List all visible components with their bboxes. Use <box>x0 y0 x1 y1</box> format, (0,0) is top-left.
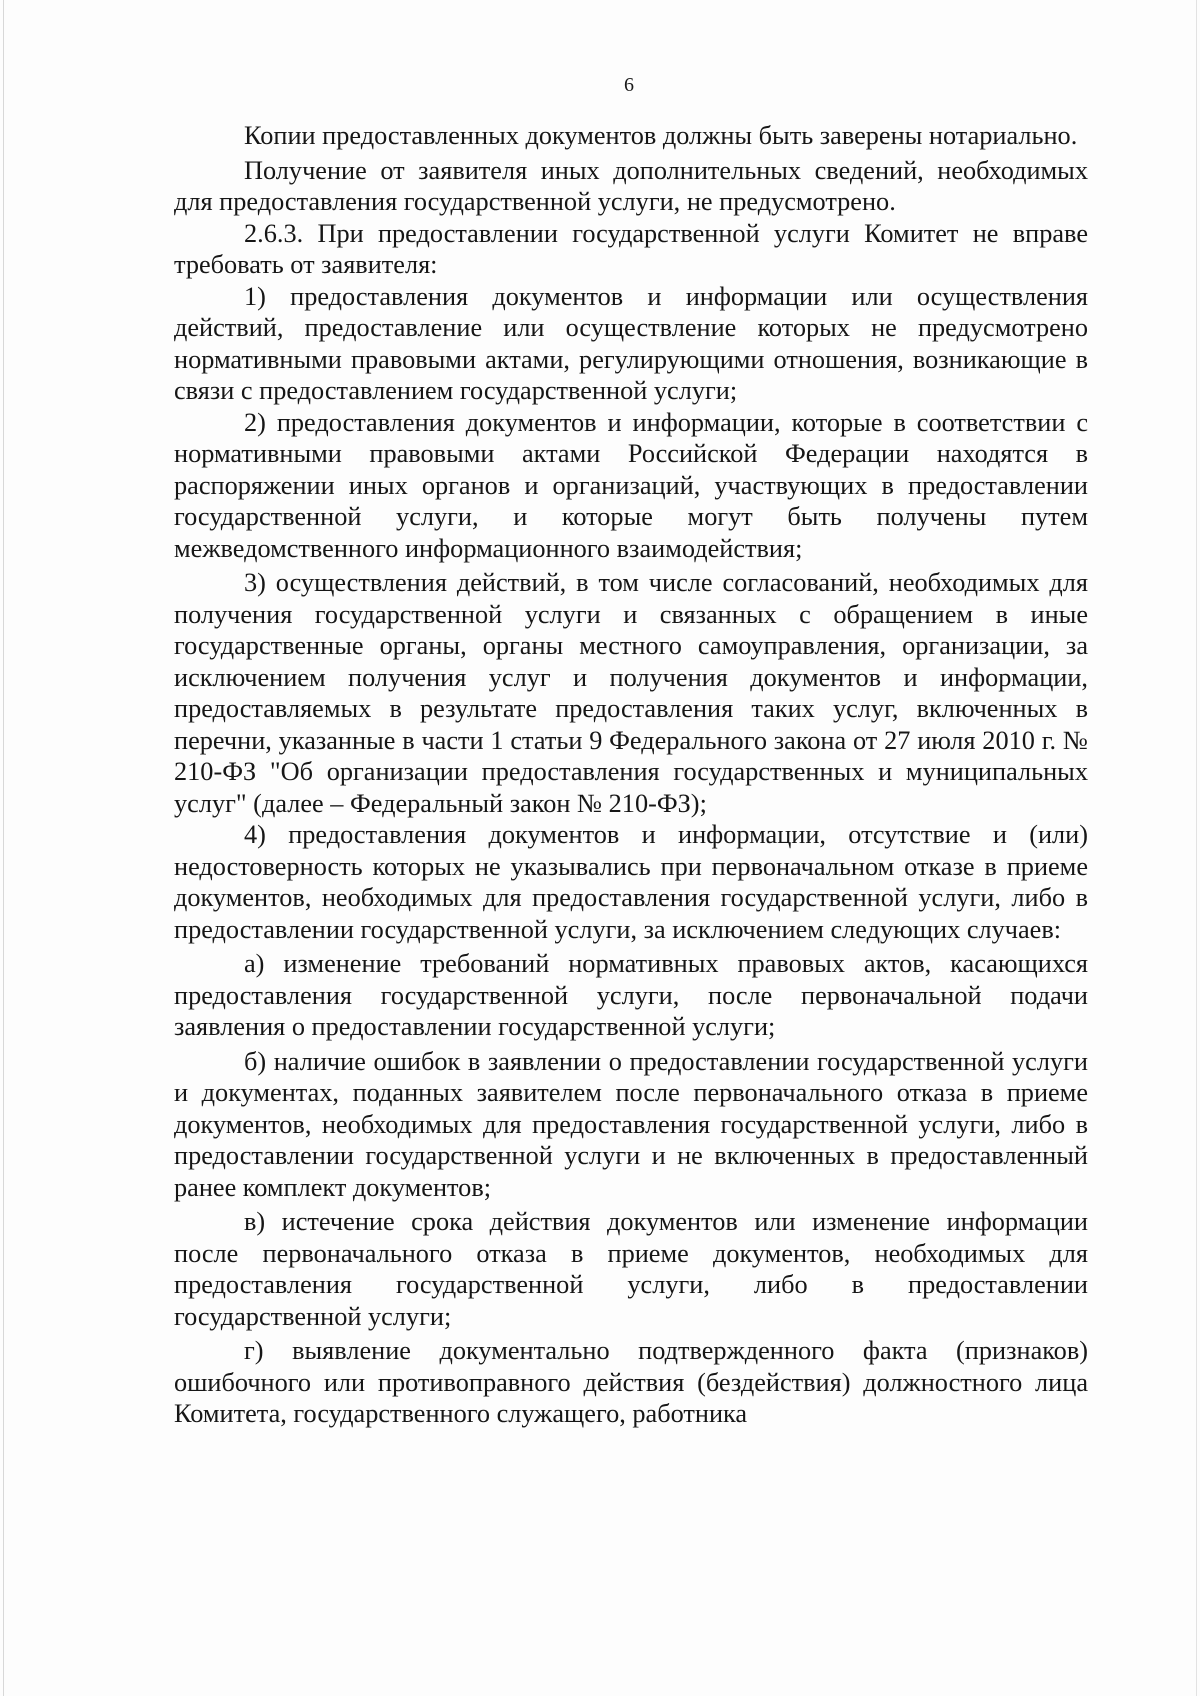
paragraph-item-2: 2) предоставления документов и информации, которые в соответствии с нормативными правовыми актами Российской Федерации находятся в распоряжении иных органов и организаций, участвующих в предоставлении государственной услуги, и которые могут быть получены путем межведомственного информационного взаимодействия; <box>174 407 1088 563</box>
paragraph-case-b: б) наличие ошибок в заявлении о предоставлении государственной услуги и документах, поданных заявителем после первоначального отказа в приеме документов, необходимых для предоставления государственной услуги, либо в предоставлении государственной услуги и не включенных в предоставленный ранее комплект документов; <box>174 1046 1088 1202</box>
scan-edge-right <box>1196 0 1197 1696</box>
paragraph-item-3: 3) осуществления действий, в том числе согласований, необходимых для получения государственной услуги и связанных с обращением в иные государственные органы, органы местного самоуправления, организации, за исключением получения услуг и получения документов и информации, предоставляемых в результате предоставления таких услуг, включенных в перечни, указанные в части 1 статьи 9 Федерального закона от 27 июля 2010 г. № 210-ФЗ "Об организации предоставления государственных и муниципальных услуг" (далее – Федеральный закон № 210-ФЗ); <box>174 568 1088 818</box>
paragraph-case-a: а) изменение требований нормативных правовых актов, касающихся предоставления государственной услуги, после первоначальной подачи заявления о предоставлении государственной услуги; <box>174 949 1088 1041</box>
paragraph-2-6-3: 2.6.3. При предоставлении государственной услуги Комитет не вправе требовать от заявителя: <box>174 218 1088 279</box>
paragraph-copies-notarized: Копии предоставленных документов должны быть заверены нотариально. <box>244 121 1078 150</box>
paragraph-case-v: в) истечение срока действия документов или изменение информации после первоначального отказа в приеме документов, необходимых для предоставления государственной услуги, либо в предоставлении государственной услуги; <box>174 1207 1088 1331</box>
paragraph-item-4: 4) предоставления документов и информации, отсутствие и (или) недостоверность которых не указывались при первоначальном отказе в приеме документов, необходимых для предоставления государственной услуги, либо в предоставлении государственной услуги, за исключением следующих случаев: <box>174 820 1088 944</box>
page-number: 6 <box>624 74 634 96</box>
document-body <box>174 120 1088 1430</box>
scan-edge-left <box>3 0 4 1696</box>
paragraph-item-1: 1) предоставления документов и информации или осуществления действий, предоставление или осуществление которых не предусмотрено нормативными правовыми актами, регулирующими отношения, возникающие в связи с предоставлением государственной услуги; <box>174 281 1088 405</box>
paragraph-no-additional-info: Получение от заявителя иных дополнительных сведений, необходимых для предоставления государственной услуги, не предусмотрено. <box>174 155 1088 216</box>
paragraph-case-g: г) выявление документально подтвержденного факта (признаков) ошибочного или противоправного действия (бездействия) должностного лица Комитета, государственного служащего, работника <box>174 1336 1088 1428</box>
